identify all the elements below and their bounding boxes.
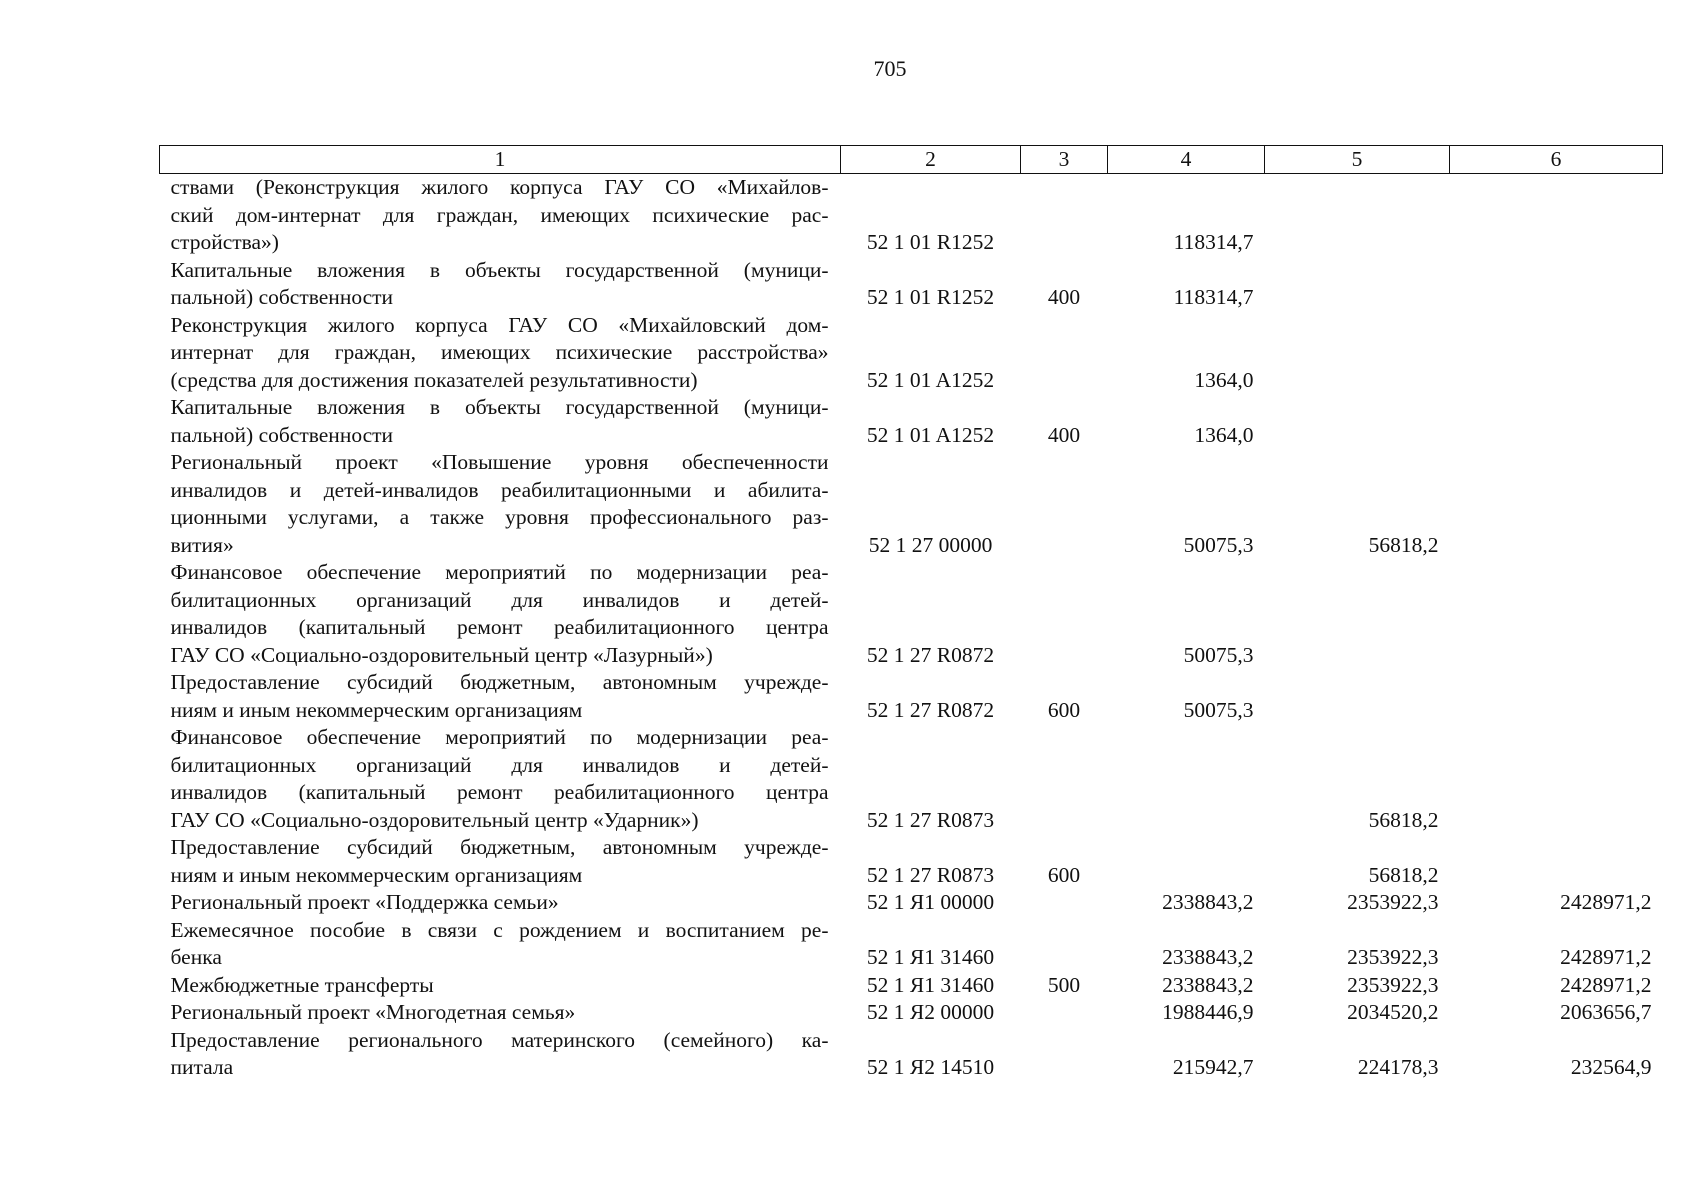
row-code: 52 1 Я2 00000 [866, 1000, 995, 1024]
row-value-5 [1265, 174, 1450, 257]
description-line: инвалидов (капитальный ремонт реабилитационного центра [170, 780, 829, 804]
row-code: 52 1 01 A1252 [866, 367, 995, 392]
row-value-4 [1108, 834, 1265, 889]
row-code: 52 1 27 00000 [868, 532, 993, 557]
row-value-4: 1364,0 [1194, 367, 1254, 392]
row-description [160, 999, 841, 1027]
description-line: бенка [170, 945, 222, 969]
row-code: 52 1 27 R0873 [866, 862, 995, 887]
row-description [160, 1027, 841, 1082]
row-description [160, 257, 841, 312]
page-number: 705 [873, 56, 907, 81]
table-body [160, 174, 1663, 1082]
row-value-4: 50075,3 [1183, 697, 1254, 722]
description-line: Региональный проект «Поддержка семьи» [170, 890, 559, 914]
description-line: Предоставление регионального материнского (семейного) ка- [170, 1027, 829, 1052]
description-line: ционными услугами, а также уровня профессионального раз- [170, 505, 829, 529]
row-value-5 [1265, 394, 1450, 449]
table-header [160, 146, 1663, 174]
column-header-1: 1 [160, 146, 841, 174]
table-row [160, 449, 1663, 559]
description-line: Реконструкция жилого корпуса ГАУ СО «Михайловский дом- [170, 312, 829, 337]
description-line: Межбюджетные трансферты [170, 972, 434, 997]
table-row [160, 917, 1663, 972]
row-value-5 [1265, 312, 1450, 395]
description-line: Капитальные вложения в объекты государственной (муници- [170, 395, 829, 419]
row-description [160, 174, 841, 257]
description-line: Региональный проект «Повышение уровня обеспеченности [170, 450, 829, 474]
table-row [160, 1027, 1663, 1082]
row-value-6: 2428971,2 [1560, 945, 1652, 969]
row-value-6 [1450, 834, 1663, 889]
row-expense-type [1021, 999, 1108, 1027]
description-line: Финансовое обеспечение мероприятий по модернизации реа- [170, 725, 829, 749]
description-line: ГАУ СО «Социально-оздоровительный центр «Лазурный») [170, 642, 713, 667]
description-line: Региональный проект «Многодетная семья» [170, 1000, 576, 1024]
description-line: вития» [170, 532, 234, 557]
row-value-5: 2034520,2 [1347, 1000, 1439, 1024]
description-line: ский дом-интернат для граждан, имеющих психические рас- [170, 202, 829, 227]
row-expense-type [1021, 1027, 1108, 1082]
row-value-5: 56818,2 [1368, 532, 1439, 557]
table-row [160, 669, 1663, 724]
description-line: Предоставление субсидий бюджетным, автономным учрежде- [170, 835, 829, 859]
row-expense-type: 500 [1047, 972, 1081, 997]
description-line: пальной) собственности [170, 285, 394, 309]
row-description [160, 669, 841, 724]
row-value-5 [1265, 257, 1450, 312]
table-row [160, 889, 1663, 917]
row-value-5 [1265, 669, 1450, 724]
row-expense-type: 600 [1047, 697, 1081, 722]
row-code: 52 1 Я1 31460 [866, 972, 995, 997]
row-description [160, 312, 841, 395]
row-expense-type [1021, 889, 1108, 917]
row-value-5: 2353922,3 [1347, 890, 1439, 914]
row-expense-type [1021, 724, 1108, 834]
row-value-4: 1988446,9 [1162, 1000, 1254, 1024]
row-code: 52 1 27 R0872 [866, 642, 995, 667]
row-value-6: 2428971,2 [1560, 972, 1652, 997]
description-line: Капитальные вложения в объекты государственной (муници- [170, 257, 829, 282]
description-line: инвалидов (капитальный ремонт реабилитационного центра [170, 615, 829, 639]
description-line: ГАУ СО «Социально-оздоровительный центр «Ударник») [170, 807, 699, 832]
column-header-4: 4 [1108, 146, 1265, 174]
row-code: 52 1 27 R0872 [866, 697, 995, 722]
row-value-6 [1450, 559, 1663, 669]
description-line: ниям и иным некоммерческим организациям [170, 697, 583, 722]
row-description [160, 972, 841, 1000]
row-value-6 [1450, 394, 1663, 449]
row-value-6 [1450, 174, 1663, 257]
row-expense-type: 600 [1047, 862, 1081, 887]
row-value-4: 2338843,2 [1162, 945, 1254, 969]
row-description [160, 917, 841, 972]
description-line: инвалидов и детей-инвалидов реабилитационными и абилита- [170, 477, 829, 502]
row-description [160, 834, 841, 889]
description-line: билитационных организаций для инвалидов и детей- [170, 587, 829, 612]
row-description [160, 724, 841, 834]
description-line: ствами (Реконструкция жилого корпуса ГАУ СО «Михайлов- [170, 175, 829, 199]
table-row [160, 834, 1663, 889]
row-value-5: 224178,3 [1357, 1055, 1439, 1079]
table-row [160, 999, 1663, 1027]
column-header-3: 3 [1021, 146, 1108, 174]
description-line: пальной) собственности [170, 422, 394, 447]
description-line: Предоставление субсидий бюджетным, автономным учрежде- [170, 670, 829, 694]
row-description [160, 449, 841, 559]
budget-table [159, 145, 1663, 1082]
row-value-6: 2428971,2 [1560, 890, 1652, 914]
description-line: (средства для достижения показателей результативности) [170, 367, 698, 392]
row-expense-type [1021, 917, 1108, 972]
column-header-6: 6 [1450, 146, 1663, 174]
description-line: Финансовое обеспечение мероприятий по модернизации реа- [170, 560, 829, 584]
row-expense-type: 400 [1047, 285, 1081, 309]
row-value-4: 2338843,2 [1162, 972, 1254, 997]
row-value-4: 1364,0 [1194, 422, 1254, 447]
column-header-2: 2 [841, 146, 1021, 174]
table-header-row [160, 146, 1663, 174]
description-line: питала [170, 1055, 234, 1079]
row-value-6 [1450, 669, 1663, 724]
description-line: стройства») [170, 230, 279, 254]
row-description [160, 559, 841, 669]
row-value-4: 118314,7 [1173, 285, 1254, 309]
row-value-6: 2063656,7 [1560, 1000, 1652, 1024]
row-value-6 [1450, 312, 1663, 395]
row-expense-type [1021, 449, 1108, 559]
table-row [160, 724, 1663, 834]
row-value-5: 2353922,3 [1347, 945, 1439, 969]
row-code: 52 1 27 R0873 [866, 807, 995, 832]
row-code: 52 1 01 A1252 [866, 422, 995, 447]
row-expense-type: 400 [1047, 422, 1081, 447]
description-line: ниям и иным некоммерческим организациям [170, 862, 583, 887]
row-code: 52 1 Я1 31460 [866, 945, 995, 969]
description-line: Ежемесячное пособие в связи с рождением и воспитанием ре- [170, 917, 829, 942]
table-row [160, 559, 1663, 669]
row-value-5: 2353922,3 [1347, 972, 1439, 997]
row-value-4: 50075,3 [1183, 532, 1254, 557]
table-row [160, 312, 1663, 395]
row-code: 52 1 01 R1252 [866, 230, 995, 254]
row-expense-type [1021, 174, 1108, 257]
row-value-6: 232564,9 [1570, 1055, 1652, 1079]
row-value-4: 215942,7 [1172, 1055, 1254, 1079]
row-code: 52 1 01 R1252 [866, 285, 995, 309]
row-value-6 [1450, 449, 1663, 559]
column-header-5: 5 [1265, 146, 1450, 174]
row-expense-type [1021, 559, 1108, 669]
row-value-5: 56818,2 [1368, 862, 1439, 887]
description-line: интернат для граждан, имеющих психические расстройства» [170, 340, 829, 364]
row-value-4: 118314,7 [1173, 230, 1254, 254]
row-value-4 [1108, 724, 1265, 834]
row-code: 52 1 Я2 14510 [866, 1055, 995, 1079]
row-expense-type [1021, 312, 1108, 395]
row-value-4: 50075,3 [1183, 642, 1254, 667]
row-value-6 [1450, 724, 1663, 834]
table-row [160, 972, 1663, 1000]
table-row [160, 174, 1663, 257]
row-description [160, 889, 841, 917]
table-row [160, 394, 1663, 449]
table-row [160, 257, 1663, 312]
row-value-5: 56818,2 [1368, 807, 1439, 832]
row-value-6 [1450, 257, 1663, 312]
row-value-5 [1265, 559, 1450, 669]
row-code: 52 1 Я1 00000 [866, 890, 995, 914]
row-description [160, 394, 841, 449]
description-line: билитационных организаций для инвалидов и детей- [170, 752, 829, 777]
row-value-4: 2338843,2 [1162, 890, 1254, 914]
